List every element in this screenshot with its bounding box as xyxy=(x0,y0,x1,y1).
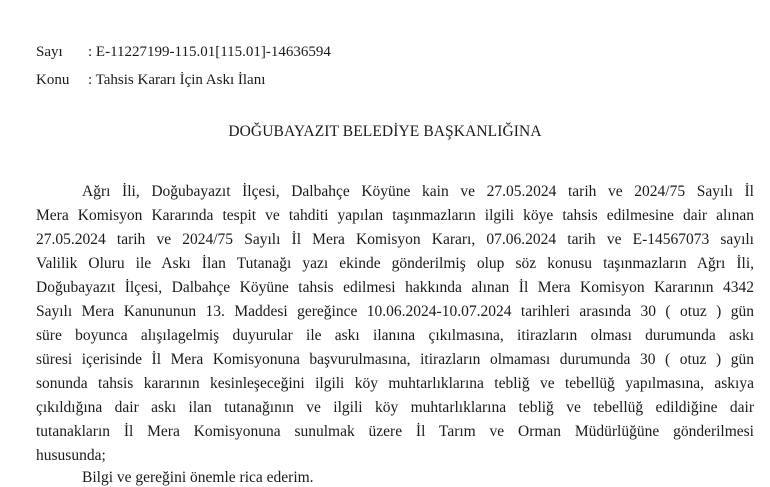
sayi-label: Sayı xyxy=(36,44,63,60)
body-line: sonunda tahsis kararının kesinleşeceğini ilgili köy muhtarlıklarına tebliğ ve tebellüğ yapılmasına, askıya xyxy=(36,375,754,392)
recipient-heading: DOĞUBAYAZIT BELEDİYE BAŞKANLIĞINA xyxy=(228,123,542,140)
body-line: Ağrı İli, Doğubayazıt İlçesi, Dalbahçe Köyüne kain ve 27.05.2024 tarih ve 2024/75 Sayılı İl xyxy=(82,183,754,200)
closing-line: Bilgi ve gereğini önemle rica ederim. xyxy=(82,469,314,486)
konu-value: : Tahsis Kararı İçin Askı İlanı xyxy=(88,72,266,88)
body-line: çıkıldığına dair askı ilan tutanağının ve ilgili köy muhtarlıklarına tebliğ ve tebellüğ edildiğine dair xyxy=(36,399,754,416)
body-line: süresi içerisinde İl Mera Komisyonuna başvurulmasına, itirazların olmaması durumunda 30 ( otuz ) gün xyxy=(36,351,754,368)
body-line: 27.05.2024 tarih ve 2024/75 Sayılı İl Mera Komisyon Kararı, 07.06.2024 tarih ve E-14567073 sayılı xyxy=(36,231,754,248)
body-line: Doğubayazıt İlçesi, Dalbahçe Köyüne tahsis edilmesi hakkında alınan İl Mera Komisyon Kararının 4342 xyxy=(36,279,754,296)
konu-label: Konu xyxy=(36,72,70,88)
body-line: Mera Komisyon Kararında tespit ve tahditi yapılan taşınmazların ilgili köye tahsis edilmesine dair alınan xyxy=(36,207,754,224)
body-line: Valilik Oluru ile Askı İlan Tutanağı yazı ekinde gönderilmiş olup söz konusu taşınmazların Ağrı İli, xyxy=(36,255,754,272)
sayi-value: : E-11227199-115.01[115.01]-14636594 xyxy=(88,44,331,60)
sayi-row xyxy=(36,43,331,61)
konu-row xyxy=(36,71,265,89)
body-line: Sayılı Mera Kanununun 13. Maddesi gereğince 10.06.2024-10.07.2024 tarihleri arasında 30 ( otuz ) gün xyxy=(36,303,754,320)
body-line: tutanakların İl Mera Komisyonuna sunulmak üzere İl Tarım ve Orman Müdürlüğüne gönderilmesi xyxy=(36,423,754,440)
body-line: hususunda; xyxy=(36,447,106,464)
body-line: süre boyunca alışılagelmiş duyurular ile askı ilanına çıkılmasına, itirazların olması durumunda askı xyxy=(36,327,754,344)
